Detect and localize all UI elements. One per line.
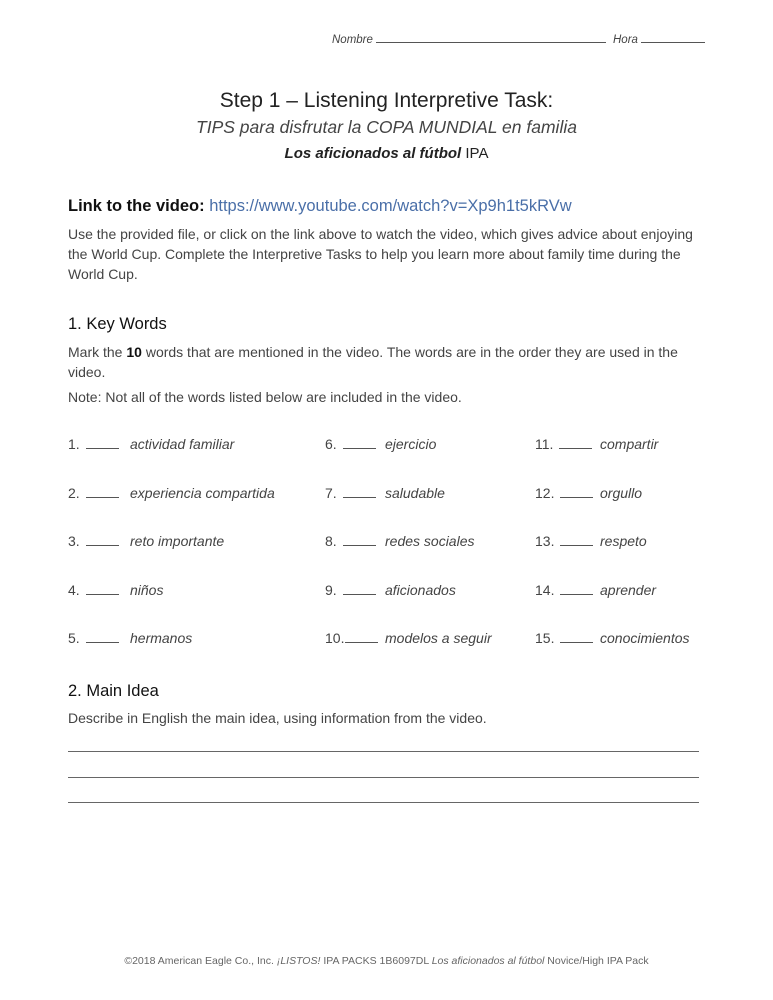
key-word-checkbox-line[interactable] bbox=[535, 582, 593, 598]
key-word-number: 12. bbox=[535, 484, 555, 501]
key-word-number: 7. bbox=[325, 484, 337, 501]
time-field[interactable] bbox=[613, 31, 705, 46]
key-word-number: 10. bbox=[325, 630, 345, 646]
key-word-number: 4. bbox=[68, 581, 80, 598]
name-label: Nombre bbox=[332, 34, 373, 46]
key-word-number: 3. bbox=[68, 533, 80, 549]
key-word-label: compartir bbox=[600, 436, 659, 452]
key-word-number: 15. bbox=[535, 630, 555, 646]
answer-blank[interactable] bbox=[560, 533, 593, 546]
key-word-checkbox-line[interactable] bbox=[68, 485, 119, 501]
intro-text: Use the provided file, or click on the link above to watch the video, which gives advice about enjoying the World Cup. Complete the Interpretive Tasks to help you learn more about family time during the World Cup. bbox=[68, 226, 693, 282]
key-word-label: redes sociales bbox=[385, 533, 475, 549]
answer-blank[interactable] bbox=[86, 582, 119, 595]
key-word-label: respeto bbox=[600, 533, 647, 549]
key-word-number: 9. bbox=[325, 581, 337, 598]
video-link-row: Link to the video: https://www.youtube.com/watch?v=Xp9h1t5kRVw bbox=[68, 197, 572, 215]
key-word-number: 8. bbox=[325, 533, 337, 549]
page-subtitle: TIPS para disfrutar la COPA MUNDIAL en familia bbox=[196, 117, 577, 137]
key-word-checkbox-line[interactable] bbox=[68, 436, 119, 452]
key-word-number: 11. bbox=[535, 436, 554, 452]
answer-blank[interactable] bbox=[86, 630, 119, 643]
key-word-checkbox-line[interactable] bbox=[325, 630, 378, 646]
answer-blank[interactable] bbox=[86, 485, 119, 498]
key-word-label: saludable bbox=[385, 484, 445, 501]
key-word-number: 13. bbox=[535, 533, 555, 549]
main-idea-instructions: Describe in English the main idea, using information from the video. bbox=[68, 710, 487, 726]
answer-blank[interactable] bbox=[343, 533, 376, 546]
key-word-label: orgullo bbox=[600, 484, 643, 501]
section-key-words-heading: 1. Key Words bbox=[68, 315, 167, 333]
key-word-checkbox-line[interactable] bbox=[535, 630, 593, 646]
footer: ©2018 American Eagle Co., Inc. ¡LISTOS! IPA PACKS 1B6097DL Los aficionados al fútbol Novice/High IPA Pack bbox=[124, 955, 649, 967]
key-word-checkbox-line[interactable] bbox=[535, 485, 593, 501]
time-label: Hora bbox=[613, 34, 638, 46]
answer-blank[interactable] bbox=[559, 436, 592, 449]
video-link[interactable]: https://www.youtube.com/watch?v=Xp9h1t5kRVw bbox=[209, 197, 572, 215]
key-word-number: 6. bbox=[325, 436, 337, 452]
key-word-label: actividad familiar bbox=[130, 436, 235, 452]
answer-blank[interactable] bbox=[343, 436, 376, 449]
key-word-checkbox-line[interactable] bbox=[325, 485, 376, 501]
section-main-idea-heading: 2. Main Idea bbox=[68, 682, 159, 700]
key-word-number: 14. bbox=[535, 581, 555, 598]
key-word-checkbox-line[interactable] bbox=[68, 533, 119, 549]
key-word-checkbox-line[interactable] bbox=[68, 630, 119, 646]
answer-line[interactable] bbox=[68, 802, 699, 803]
key-word-label: niños bbox=[130, 581, 164, 598]
answer-blank[interactable] bbox=[343, 485, 376, 498]
answer-blank[interactable] bbox=[343, 582, 376, 595]
key-word-number: 5. bbox=[68, 630, 80, 646]
answer-line[interactable] bbox=[68, 777, 699, 778]
name-field[interactable] bbox=[332, 31, 606, 46]
key-word-checkbox-line[interactable] bbox=[68, 582, 119, 598]
key-word-checkbox-line[interactable] bbox=[535, 533, 593, 549]
key-word-label: aficionados bbox=[385, 581, 456, 598]
answer-blank[interactable] bbox=[345, 630, 378, 643]
key-word-label: experiencia compartida bbox=[130, 484, 275, 501]
key-word-label: modelos a seguir bbox=[385, 630, 492, 646]
page-subtitle-2: Los aficionados al fútbol IPA bbox=[284, 145, 489, 162]
key-word-checkbox-line[interactable] bbox=[325, 582, 376, 598]
answer-blank[interactable] bbox=[86, 436, 119, 449]
key-word-checkbox-line[interactable] bbox=[535, 436, 592, 452]
answer-line[interactable] bbox=[68, 751, 699, 752]
answer-blank[interactable] bbox=[560, 485, 593, 498]
key-words-instructions: Mark the 10 words that are mentioned in the video. The words are in the order they are used in the video. bbox=[68, 344, 678, 380]
answer-blank[interactable] bbox=[560, 630, 593, 643]
answer-blank[interactable] bbox=[86, 533, 119, 546]
key-word-number: 2. bbox=[68, 484, 80, 501]
key-word-number: 1. bbox=[68, 436, 80, 452]
page-title: Step 1 – Listening Interpretive Task: bbox=[219, 89, 554, 112]
key-word-label: reto importante bbox=[130, 533, 225, 549]
key-word-label: conocimientos bbox=[600, 630, 690, 646]
key-word-label: hermanos bbox=[130, 630, 193, 646]
key-word-label: ejercicio bbox=[385, 436, 437, 452]
key-words-note: Note: Not all of the words listed below are included in the video. bbox=[68, 389, 462, 405]
answer-blank[interactable] bbox=[560, 582, 593, 595]
key-word-checkbox-line[interactable] bbox=[325, 436, 376, 452]
key-word-label: aprender bbox=[600, 581, 657, 598]
key-word-checkbox-line[interactable] bbox=[325, 533, 376, 549]
